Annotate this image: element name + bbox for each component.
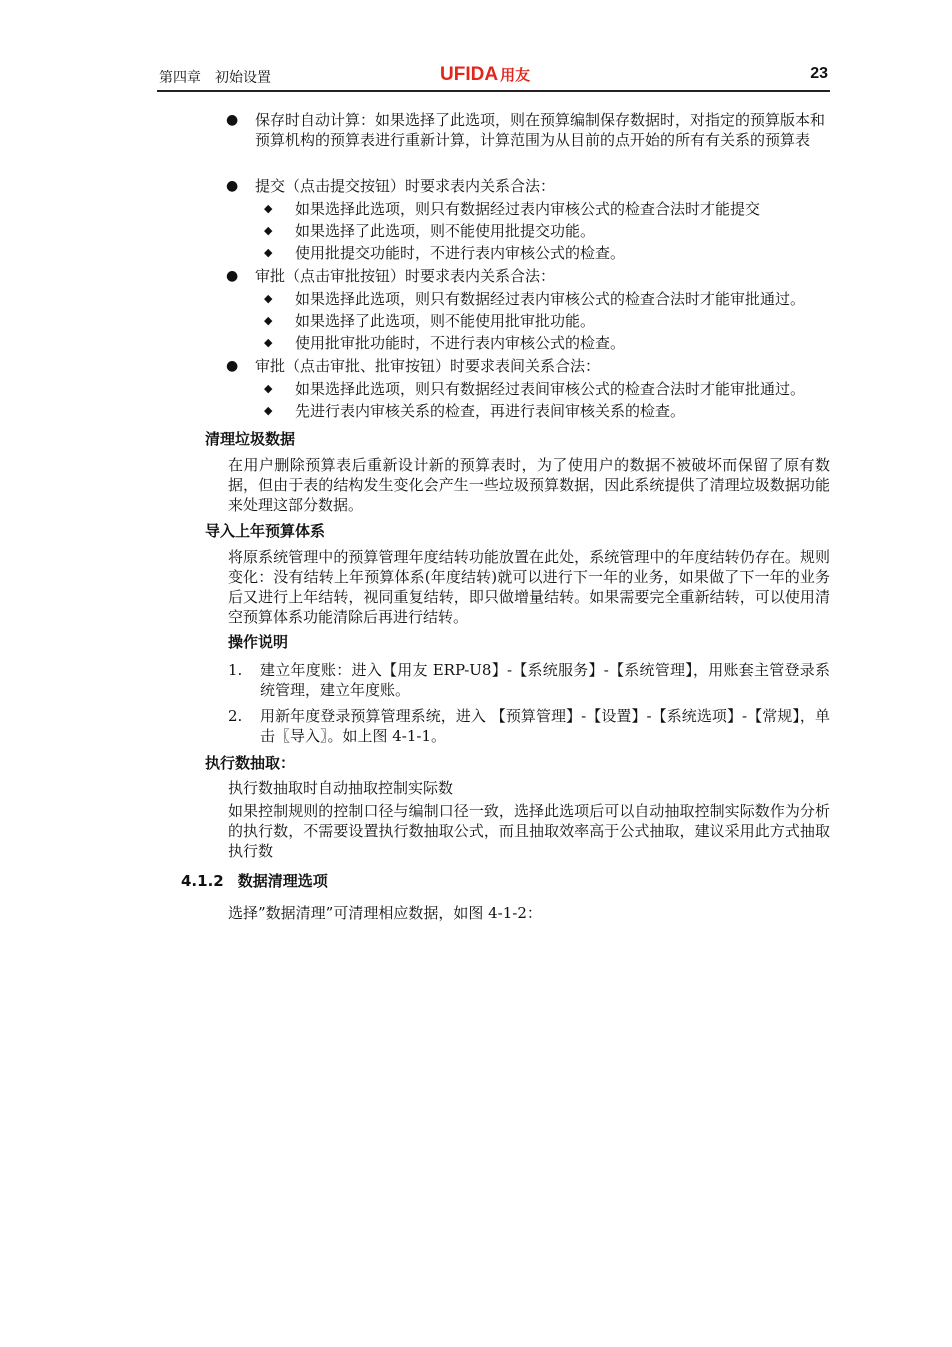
sub-bullet [264,333,840,353]
diamond-icon: ◆ [264,382,273,395]
bullet-approve-intra [226,266,830,286]
bullet-icon: ● [226,358,239,374]
diamond-icon: ◆ [264,292,273,305]
sub-bullet-text: 如果选择了此选项，则不能使用批审批功能。 [295,312,596,330]
heading-execution-extract: 执行数抽取： [205,754,296,772]
paragraph-extract-line: 执行数抽取时自动抽取控制实际数 [228,779,454,797]
step-text: 用新年度登录预算管理系统，进入 【预算管理】-【设置】-【系统选项】-【常规】，单击〖导入〗。如上图 4-1-1。 [260,707,830,745]
step-text: 建立年度账：进入【用友 ERP-U8】-【系统服务】-【系统管理】，用账套主管登录系统管理，建立年度账。 [260,661,830,699]
bullet-icon: ● [226,112,239,128]
diamond-icon: ◆ [264,202,273,215]
sub-bullet [264,199,840,219]
sub-bullet [264,243,840,263]
sub-bullet [264,379,840,399]
bullet-auto-calc [226,110,830,150]
sub-bullet-text: 使用批审批功能时，不进行表内审核公式的检查。 [295,334,626,352]
bullet-icon: ● [226,178,239,194]
logo-yongyou-text: 用友 [500,67,531,84]
bullet-text: 审批（点击审批按钮）时要求表内关系合法： [255,267,556,285]
paragraph-data-clean: 选择”数据清理”可清理相应数据，如图 4-1-2： [228,904,542,922]
paragraph-import-last-year: 将原系统管理中的预算管理年度结转功能放置在此处，系统管理中的年度结转仍存在。规则变化：没有结转上年预算体系(年度结转)就可以进行下一年的业务，如果做了下一年的业务后又进行上年结转，视同重复结转，即只做增量结转。如果需要完全重新结转，可以使用清空预算体系功能清除后再进行结转。 [228,548,830,626]
diamond-icon: ◆ [264,224,273,237]
heading-operation-notes: 操作说明 [228,633,289,651]
sub-bullet-text: 如果选择此选项，则只有数据经过表间审核公式的检查合法时才能审批通过。 [295,380,806,398]
step-item [228,706,830,746]
heading-import-last-year: 导入上年预算体系 [205,522,326,540]
step-number: 1. [228,661,243,679]
bullet-approve-inter [226,356,830,376]
bullet-icon: ● [226,268,239,284]
sub-bullet-text: 如果选择此选项，则只有数据经过表内审核公式的检查合法时才能审批通过。 [295,290,806,308]
section-heading-4-1-2 [181,871,328,891]
sub-bullet-text: 如果选择此选项，则只有数据经过表内审核公式的检查合法时才能提交 [295,200,761,218]
page-number: 23 [810,65,828,82]
sub-bullet [264,289,840,309]
sub-bullet-text: 使用批提交功能时，不进行表内审核公式的检查。 [295,244,626,262]
bullet-text: 提交（点击提交按钮）时要求表内关系合法： [255,177,556,195]
sub-bullet [264,311,840,331]
bullet-submit [226,176,830,196]
diamond-icon: ◆ [264,336,273,349]
bullet-text: 保存时自动计算：如果选择了此选项，则在预算编制保存数据时，对指定的预算版本和预算机构的预算表进行重新计算，计算范围为从目前的点开始的所有有关系的预算表 [255,111,826,149]
sub-bullet-text: 先进行表内审核关系的检查，再进行表间审核关系的检查。 [295,402,686,420]
diamond-icon: ◆ [264,404,273,417]
chapter-title: 第四章 初始设置 [159,70,271,86]
section-number: 4.1.2 [181,872,224,890]
step-item [228,660,830,700]
diamond-icon: ◆ [264,246,273,259]
paragraph-clean-garbage: 在用户删除预算表后重新设计新的预算表时，为了使用户的数据不被破坏而保留了原有数据，但由于表的结构发生变化会产生一些垃圾预算数据，因此系统提供了清理垃圾数据功能来处理这部分数据。 [228,456,830,514]
step-number: 2. [228,707,243,725]
section-title: 数据清理选项 [237,872,328,890]
diamond-icon: ◆ [264,314,273,327]
sub-bullet [264,221,840,241]
sub-bullet [264,401,840,421]
sub-bullet-text: 如果选择了此选项，则不能使用批提交功能。 [295,222,596,240]
heading-clean-garbage: 清理垃圾数据 [205,430,296,448]
ufida-logo [440,64,530,86]
page-header [157,64,830,92]
logo-ufida-text: UFIDA [440,64,499,85]
bullet-text: 审批（点击审批、批审按钮）时要求表间关系合法： [255,357,601,375]
paragraph-extract: 如果控制规则的控制口径与编制口径一致，选择此选项后可以自动抽取控制实际数作为分析的执行数，不需要设置执行数抽取公式，而且抽取效率高于公式抽取，建议采用此方式抽取执行数 [228,802,830,860]
